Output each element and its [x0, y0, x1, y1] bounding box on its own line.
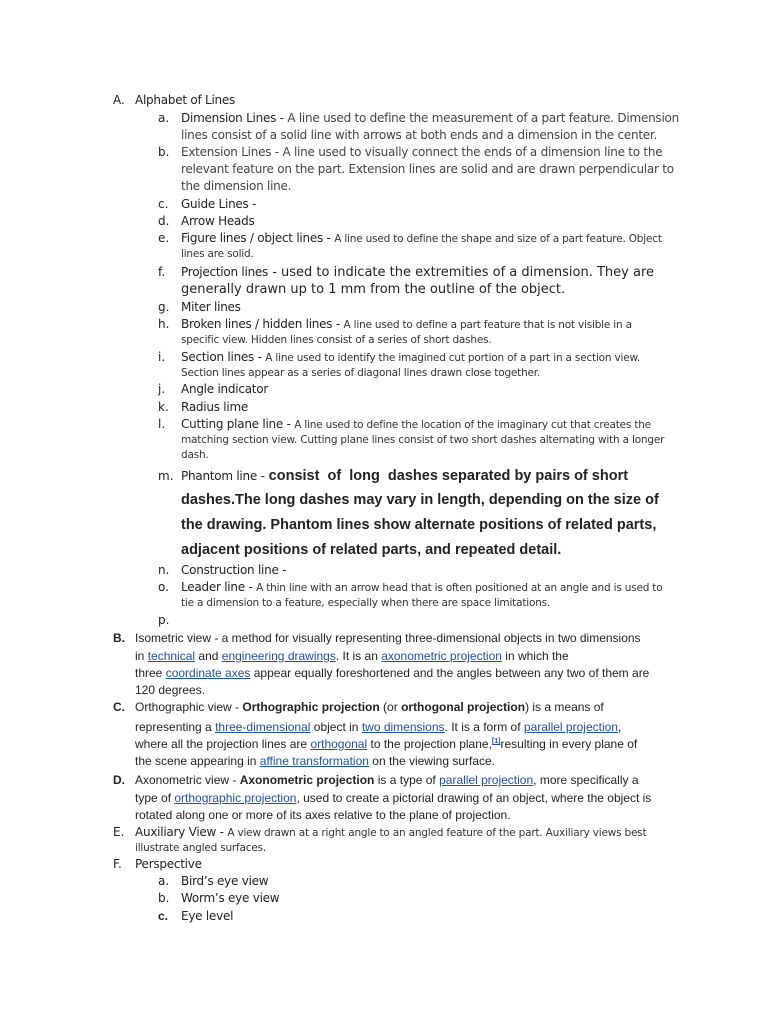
paragraph-line: 120 degrees.	[135, 683, 206, 697]
text: ,	[617, 720, 622, 734]
section-title: Perspective	[135, 857, 202, 871]
text: is a type of	[374, 773, 440, 787]
paragraph-line	[135, 790, 651, 807]
definition-line: tie a dimension to a feature, especially when there are space limitations.	[181, 597, 551, 609]
link-engineering-drawings[interactable]: engineering drawings	[221, 649, 336, 663]
definition: A line used to define a part feature that is not visible in a	[343, 319, 632, 331]
definition: consist of long dashes separated by pairs of short	[264, 468, 629, 484]
link-coordinate-axes[interactable]: coordinate axes	[165, 666, 251, 680]
separator: -	[244, 580, 257, 594]
text: where all the projection lines are	[135, 737, 311, 751]
term: Cutting plane line	[181, 417, 284, 431]
text: to the projection plane,	[367, 737, 492, 751]
section-title: Alphabet of Lines	[135, 93, 236, 107]
paragraph-line	[135, 699, 604, 716]
sub-marker: a.	[158, 874, 170, 888]
term: Dimension Lines	[181, 111, 277, 125]
separator: -	[254, 350, 266, 364]
paragraph-line	[135, 648, 569, 665]
list-item	[181, 466, 628, 486]
list-item: Construction line -	[181, 563, 287, 577]
link-orthogonal[interactable]: orthogonal	[310, 737, 368, 751]
term: Projection lines	[181, 265, 269, 279]
bold-term: orthogonal projection	[401, 700, 526, 714]
sub-marker: g.	[158, 300, 170, 314]
definition: A line used to define the location of the imaginary cut that creates the	[294, 419, 651, 431]
paragraph-line: rotated along one or more of its axes relative to the plane of projection.	[135, 808, 511, 822]
definition-line: lines consist of a solid line with arrows at both ends and a dimension in the center.	[181, 128, 658, 142]
definition: A line used to define the measurement of a part feature. Dimension	[287, 111, 679, 125]
separator: -	[283, 417, 295, 431]
sub-marker: e.	[158, 231, 170, 245]
text: . It is an	[335, 649, 382, 663]
list-item: Eye level	[181, 909, 234, 923]
link-three-dimensional[interactable]: three-dimensional	[215, 720, 311, 734]
sub-marker: d.	[158, 214, 170, 228]
list-marker: C.	[113, 700, 125, 714]
list-item	[181, 144, 662, 161]
text: representing a	[135, 720, 216, 734]
link-technical[interactable]: technical	[147, 649, 196, 663]
text: ) is a means of	[525, 700, 604, 714]
bold-term: Axonometric projection	[239, 773, 375, 787]
separator: -	[322, 231, 335, 245]
list-item	[181, 110, 679, 127]
text: in	[135, 649, 148, 663]
list-item: Miter lines	[181, 300, 241, 314]
definition: - used to indicate the extremities of a dimension. They are	[268, 265, 655, 280]
list-marker: B.	[113, 631, 125, 645]
sub-marker: p.	[158, 613, 170, 627]
separator: -	[276, 111, 288, 125]
sub-marker: n.	[158, 563, 170, 577]
text: , used to create a pictorial drawing of an object, where the object is	[296, 791, 652, 805]
list-marker: F.	[113, 857, 122, 871]
text: resulting in every plane of	[500, 737, 638, 751]
sub-marker: c.	[158, 909, 169, 923]
term: Figure lines / object lines	[181, 231, 323, 245]
sub-marker: h.	[158, 317, 170, 331]
list-item: Radius lime	[181, 400, 249, 414]
sub-marker: i.	[158, 350, 166, 364]
list-marker: E.	[113, 825, 125, 839]
definition-line: the dimension line.	[181, 179, 292, 193]
term: Broken lines / hidden lines	[181, 317, 333, 331]
sub-marker: o.	[158, 580, 169, 594]
link-two-dimensions[interactable]: two dimensions	[361, 720, 445, 734]
sub-marker: m.	[158, 469, 174, 483]
sub-marker: j.	[158, 382, 166, 396]
link-parallel-projection[interactable]: parallel projection	[523, 720, 618, 734]
paragraph-line	[135, 753, 495, 770]
text: (or	[379, 700, 402, 714]
text: Axonometric view -	[135, 773, 240, 787]
definition-line: illustrate angled surfaces.	[135, 842, 267, 854]
text: Orthographic view -	[135, 700, 243, 714]
term: Extension Lines	[181, 145, 272, 159]
definition-line: matching section view. Cutting plane lines consist of two short dashes alternating with a longer	[181, 434, 665, 446]
separator: -	[216, 825, 228, 839]
link-orthographic-projection[interactable]: orthographic projection	[174, 791, 297, 805]
sub-marker: b.	[158, 891, 170, 905]
definition-line: dash.	[181, 449, 209, 461]
list-marker: D.	[113, 773, 125, 787]
paragraph-line: Isometric view - a method for visually representing three-dimensional objects in two dimensions	[135, 631, 641, 645]
link-axonometric-projection[interactable]: axonometric projection	[381, 649, 502, 663]
paragraph-line	[135, 736, 637, 753]
definition-line: generally drawn up to 1 mm from the outline of the object.	[181, 282, 566, 297]
definition-line: relevant feature on the part. Extension lines are solid and are drawn perpendicular to	[181, 162, 674, 176]
list-item: Angle indicator	[181, 382, 269, 396]
link-parallel-projection[interactable]: parallel projection	[439, 773, 534, 787]
sub-marker: l.	[158, 417, 166, 431]
text: , more specifically a	[533, 773, 639, 787]
list-item: Worm’s eye view	[181, 891, 280, 905]
sub-marker: k.	[158, 400, 169, 414]
definition-line: adjacent positions of related parts, and repeated detail.	[181, 542, 562, 558]
separator: -	[332, 317, 344, 331]
term: Auxiliary View	[135, 825, 217, 839]
text: and	[195, 649, 222, 663]
sub-marker: f.	[158, 265, 166, 279]
text: the scene appearing in	[135, 754, 260, 768]
list-item: Guide Lines -	[181, 197, 257, 211]
definition-line: lines are solid.	[181, 248, 254, 260]
definition: A view drawn at a right angle to an angled feature of the part. Auxiliary views best	[227, 827, 647, 839]
definition: A line used to identify the imagined cut portion of a part in a section view.	[265, 352, 641, 364]
definition: A thin line with an arrow head that is often positioned at an angle and is used to	[256, 582, 663, 594]
text: three	[135, 666, 166, 680]
paragraph-line	[135, 719, 621, 736]
term: Phantom line -	[181, 469, 265, 483]
bold-term: Orthographic projection	[242, 700, 380, 714]
definition-line: Section lines appear as a series of diagonal lines drawn close together.	[181, 367, 541, 379]
paragraph-line	[135, 772, 639, 789]
text: object in	[310, 720, 362, 734]
text: appear equally foreshortened and the angles between any two of them are	[250, 666, 650, 680]
sub-marker: a.	[158, 111, 170, 125]
sub-marker: c.	[158, 197, 169, 211]
text: . It is a form of	[444, 720, 524, 734]
definition-line: the drawing. Phantom lines show alternate positions of related parts,	[181, 517, 657, 533]
definition-line: specific view. Hidden lines consist of a series of short dashes.	[181, 334, 492, 346]
term: Section lines	[181, 350, 255, 364]
text: in which the	[501, 649, 569, 663]
definition: A line used to define the shape and size of a part feature. Object	[334, 233, 662, 245]
list-marker: A.	[113, 93, 125, 107]
definition-line: dashes.The long dashes may vary in length, depending on the size of	[181, 492, 659, 508]
list-item	[181, 264, 654, 281]
link-affine-transformation[interactable]: affine transformation	[259, 754, 369, 768]
citation-link[interactable]: [1]	[491, 738, 501, 745]
term: Leader line	[181, 580, 245, 594]
separator: -	[271, 145, 283, 159]
list-item: Bird’s eye view	[181, 874, 269, 888]
list-item: Arrow Heads	[181, 214, 255, 228]
text: on the viewing surface.	[368, 754, 496, 768]
sub-marker: b.	[158, 145, 170, 159]
paragraph-line	[135, 665, 649, 682]
definition: A line used to visually connect the ends of a dimension line to the	[282, 145, 663, 159]
text: type of	[135, 791, 175, 805]
